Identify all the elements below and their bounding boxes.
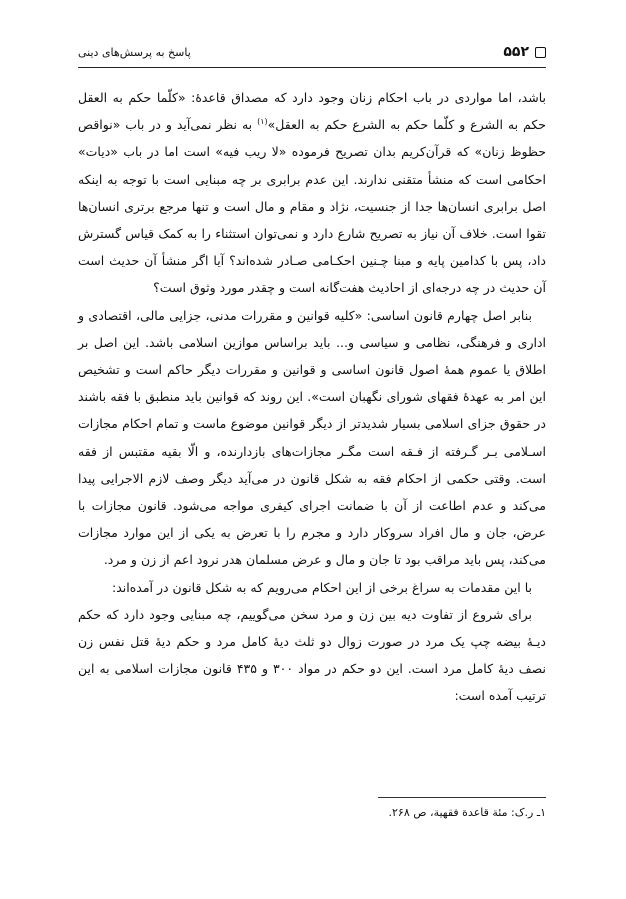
question-text-continued: به نظر نمی‌آید و در باب «نواقص حظوظ زنان» که قرآن‌کریم بدان تصریح فرموده «لا ریب فیه» است اما در باب «دیات» احکامی است که منشأ متقنی ندارند. این عدم برابری بر چه مبنایی است با توجه به اینکه اصل برابری انسان‌ها جدا از جنسیت، نژاد و مقام و مال است و تنها مرجع برتری انسان‌ها تقوا است. خلاف آن نیاز به تصریح شارع دارد و نمی‌توان استثناء را به کمک قیاس گسترش داد، پس با کدامین پایه و مبنا چـنین احکـامی صـادر شده‌اند؟ آیا اگر منشأ آن حدیث است آن حدیث در چه درجه‌ای از احادیث هفت‌گانه است و چقدر مورد وثوق است؟: [78, 117, 546, 296]
page-header: [78, 40, 546, 64]
page-number: ۵۵۲: [503, 44, 529, 60]
question-text: باشد، اما مواردی در باب احکام زنان وجود دارد که مصداق قاعدۀ: «کلّما حکم به العقل حکم به الشرع و کلّما حکم به الشرع حکم به العقل»: [78, 90, 546, 133]
main-text: [78, 84, 546, 710]
paragraph-transition: با این مقدمات به سراغ برخی از این احکام می‌رویم که به شکل قانون در آمده‌اند:: [111, 579, 532, 595]
footnote-ref[interactable]: (۱): [257, 117, 268, 127]
square-icon: [535, 47, 546, 58]
footnote: ۱ـ ر.ک: مئة قاعدة فقهیة، ص ۲۶۸.: [388, 806, 546, 819]
paragraph-question: [78, 84, 546, 302]
paragraph-answer-intro: بنابر اصل چهارم قانون اساسی: «کلیه قوانین و مقررات مدنی، جزایی مالی، اقتصادی و اداری و فرهنگی، نظامی و سیاسی و... باید براساس موازین اسلامی باشد. این اصل بر اطلاق یا عموم همۀ اصول قانون اساسی و قوانین و مقررات دیگر حاکم است و تشخیص این امر به عهدۀ فقهای شورای نگهبان است». این روند که قوانین باید منطبق با فقه باشند در حقوق جزای اسلامی بسیار شدیدتر از دیگر قوانین موضوع ماست و تمام احکام مجازات اسـلامی بـر گـرفته از فـقه است مگـر مجازات‌های بازدارنده، و الّا بقیه مقتبس از فقه است. وقتی حکمی از احکام فقه به شکل قانون در می‌آید دیگر وصف لازم الاجرایی پیدا می‌کند و عدم اطاعت از آن با ضمانت اجرای کیفری مواجه می‌شود. قانون مجازات با عرض، جان و مال افراد سروکار دارد و مجرم را با تعرض به یکی از این موارد مجازات می‌کند، پس باید مراقب بود تا جان و مال و عرض مسلمان هدر نرود اعم از زن و مرد.: [78, 307, 546, 568]
paragraph-diyah: برای شروع از تفاوت دیه بین زن و مرد سخن می‌گوییم، چه مبنایی وجود دارد که حکم دیـۀ بیضه چپ یک مرد در صورت زوال دو ثلث دیۀ کامل مرد و حکم دیۀ قتل نفس زن نصف دیۀ کامل مرد است. این دو حکم در مواد ۳۰۰ و ۴۳۵ قانون مجازات اسلامی به این ترتیب آمده است:: [78, 606, 546, 704]
header-rule: [78, 67, 546, 68]
running-title: پاسخ به پرسش‌های دینی: [78, 45, 191, 59]
footnote-rule: [378, 797, 546, 798]
page-number-block: [503, 44, 546, 60]
